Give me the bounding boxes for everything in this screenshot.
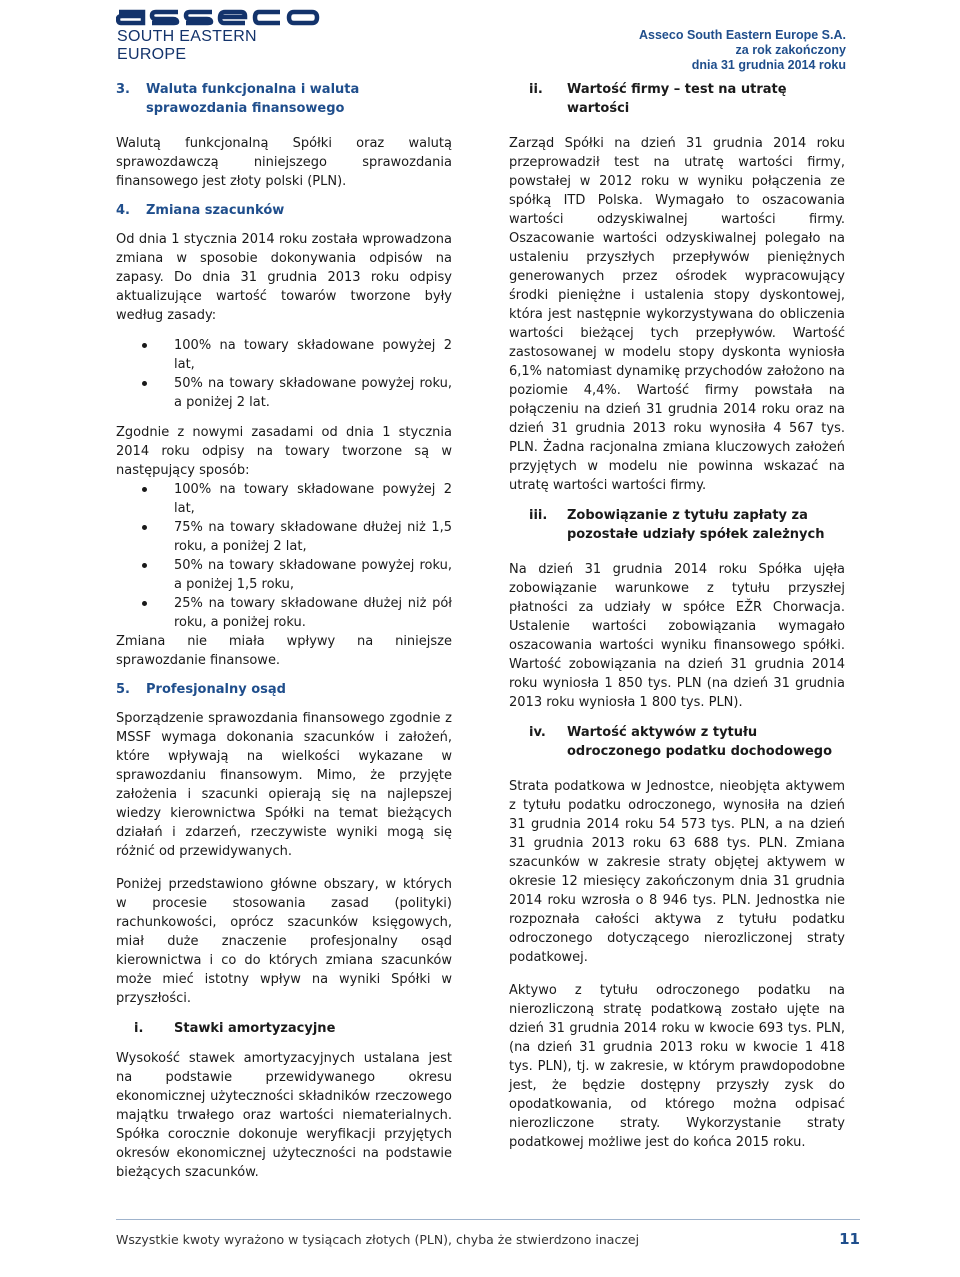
asseco-wordmark (116, 0, 322, 26)
section-3-heading (116, 80, 452, 118)
paragraph: Sporządzenie sprawozdania finansowego zgodnie z MSSF wymaga dokonania szacunków i założeń, które wpływają na wielkości wykazane w sprawozdaniu finansowym. Mimo, że przyjęte założenia i szacunki opierają się na najlepszej wiedzy kierownictwa Spółki na temat bieżących działań i zdarzeń, rzeczywiste wyniki mogą się różnić od przewidywanych. (116, 711, 452, 859)
page-footer (116, 1219, 860, 1248)
subsection-i-heading (116, 1019, 452, 1038)
report-header (639, 28, 846, 73)
section-number: 5. (116, 682, 130, 697)
report-period-line1: za rok zakończony (735, 43, 846, 57)
subsection-number: i. (134, 1021, 144, 1036)
paragraph: Aktywo z tytułu odroczonego podatku na nierozliczoną stratę podatkową zostało ujęte na dzień 31 grudnia 2014 roku w kwocie 693 tys. PLN, (na dzień 31 grudnia 2013 roku w kwocie 1 418 tys. PLN), tj. w zakresie, w którym prawdopodobne jest, że będzie dostępny przyszły zysk do opodatkowania, od którego można odpisać nierozliczone straty. Wykorzystanie straty podatkowej możliwe jest do końca 2015 roku. (509, 983, 845, 1150)
list-item: 100% na towary składowane powyżej 2 lat, (116, 336, 452, 374)
footer-note: Wszystkie kwoty wyrażono w tysiącach złotych (PLN), chyba że stwierdzono inaczej (116, 1231, 640, 1247)
paragraph: Od dnia 1 stycznia 2014 roku została wprowadzona zmiana w sposobie dokonywania odpisów na zapasy. Do dnia 31 grudnia 2013 roku odpisy aktualizujące wartość towarów tworzone były według zasady: (116, 232, 452, 323)
list-item: 50% na towary składowane powyżej roku, a poniżej 1,5 roku, (116, 556, 452, 594)
section-number: 3. (116, 82, 130, 97)
left-column (116, 80, 452, 1182)
section-number: 4. (116, 203, 130, 218)
paragraph: Poniżej przedstawiono główne obszary, w których w procesie stosowania zasad (polityki) rachunkowości, oprócz szacunków księgowych, miał duże znaczenie profesjonalny osąd kierownictwa i co do których zmiana szacunków może mieć istotny wpływ na wyniki Spółki w przyszłości. (116, 877, 452, 1006)
subsection-title: Wartość firmy – test na utratę wartości (567, 82, 787, 116)
paragraph: Zgodnie z nowymi zasadami od dnia 1 stycznia 2014 roku odpisy na towary tworzone są w następujący sposób: (116, 425, 452, 478)
subsection-title: Stawki amortyzacyjne (174, 1021, 336, 1036)
subsection-iv-heading (509, 723, 845, 761)
company-logo (116, 0, 326, 64)
right-column (509, 80, 845, 1152)
section-title: Waluta funkcjonalna i waluta sprawozdania finansowego (146, 82, 360, 116)
section-5-heading (116, 680, 452, 699)
subsection-ii-heading (509, 80, 845, 118)
list-item: 75% na towary składowane dłużej niż 1,5 roku, a poniżej 2 lat, (116, 518, 452, 556)
list-item: 25% na towary składowane dłużej niż pół roku, a poniżej roku. (116, 594, 452, 632)
paragraph: Na dzień 31 grudnia 2014 roku Spółka ujęła zobowiązanie warunkowe z tytułu przyszłej płatności za udziały w spółce EŽR Chorwacja. Ustalenie wartości zobowiązania wymagało oszacowania wartości wyniku finansowego spółki. Wartość zobowiązania na dzień 31 grudnia 2014 roku wyniosła 1 850 tys. PLN (na dzień 31 grudnia 2013 roku wyniosła 1 800 tys. PLN). (509, 562, 845, 710)
list-item: 50% na towary składowane powyżej roku, a poniżej 2 lat. (116, 374, 452, 412)
subsection-title: Wartość aktywów z tytułu odroczonego podatku dochodowego (567, 725, 833, 759)
paragraph: Zmiana nie miała wpływy na niniejsze sprawozdanie finansowe. (116, 634, 452, 668)
logo-subtitle: SOUTH EASTERN EUROPE (117, 28, 257, 63)
bullet-list (116, 480, 452, 632)
subsection-title: Zobowiązanie z tytułu zapłaty za pozostałe udziały spółek zależnych (567, 508, 825, 542)
paragraph: Walutą funkcjonalną Spółki oraz walutą sprawozdawczą niniejszego sprawozdania finansowego jest złoty polski (PLN). (116, 136, 452, 189)
paragraph: Strata podatkowa w Jednostce, nieobjęta aktywem z tytułu podatku odroczonego, wynosiła na dzień 31 grudnia 2014 roku 54 573 tys. PLN, a na dzień 31 grudnia 2013 roku 63 688 tys. PLN. Zmiana szacunków w zakresie straty objętej aktywem w okresie 12 miesięcy zakończonym dnia 31 grudnia 2014 roku wzrosła o 8 946 tys. PLN. Jednostka nie rozpoznała całości aktywa z tytułu podatku odroczonego dotyczącego nierozliczonej straty podatkowej. (509, 779, 845, 965)
page-number: 11 (839, 1230, 860, 1248)
subsection-number: iv. (529, 725, 546, 740)
bullet-list (116, 336, 452, 412)
list-item: 100% na towary składowane powyżej 2 lat, (116, 480, 452, 518)
subsection-iii-heading (509, 506, 845, 544)
paragraph: Wysokość stawek amortyzacyjnych ustalana jest na podstawie przewidywanego okresu ekonomicznej użyteczności składników rzeczowego majątku trwałego oraz wartości niematerialnych. Spółka corocznie dokonuje weryfikacji przyjętych okresów ekonomicznej użyteczności na podstawie bieżących szacunków. (116, 1051, 452, 1180)
paragraph: Zarząd Spółki na dzień 31 grudnia 2014 roku przeprowadził test na utratę wartości firmy, powstałej w 2012 roku w wyniku połączenia ze spółką ITD Polska. Wymagało to oszacowania wartości odzyskiwalnej wartości firmy. Oszacowanie wartości odzyskiwalnej polegało na ustaleniu przyszłych przepływów pieniężnych generowanych przez ośrodek wypracowujący środki pieniężne i ustalenia stopy dyskontowej, która jest następnie wykorzystywana do obliczenia wartości bieżącej tych przepływów. Wartość zastosowanej w modelu stopy dyskonta wyniosła 6,1% natomiast dynamikę przychodów założono na poziomie 4,4%. Wartość firmy powstała na połączeniu na dzień 31 grudnia 2014 roku oraz na dzień 31 grudnia 2013 roku wynosiła 4 567 tys. PLN. Żadna racjonalna zmiana kluczowych założeń przyjętych w modelu nie powinna wskazać na utratę wartości wartości firmy. (509, 136, 845, 493)
section-4-heading (116, 201, 452, 220)
report-period-line2: dnia 31 grudnia 2014 roku (691, 58, 846, 72)
subsection-number: iii. (529, 508, 548, 523)
section-title: Profesjonalny osąd (146, 682, 286, 697)
section-title: Zmiana szacunków (146, 203, 285, 218)
company-name: Asseco South Eastern Europe S.A. (639, 28, 846, 42)
subsection-number: ii. (529, 82, 543, 97)
